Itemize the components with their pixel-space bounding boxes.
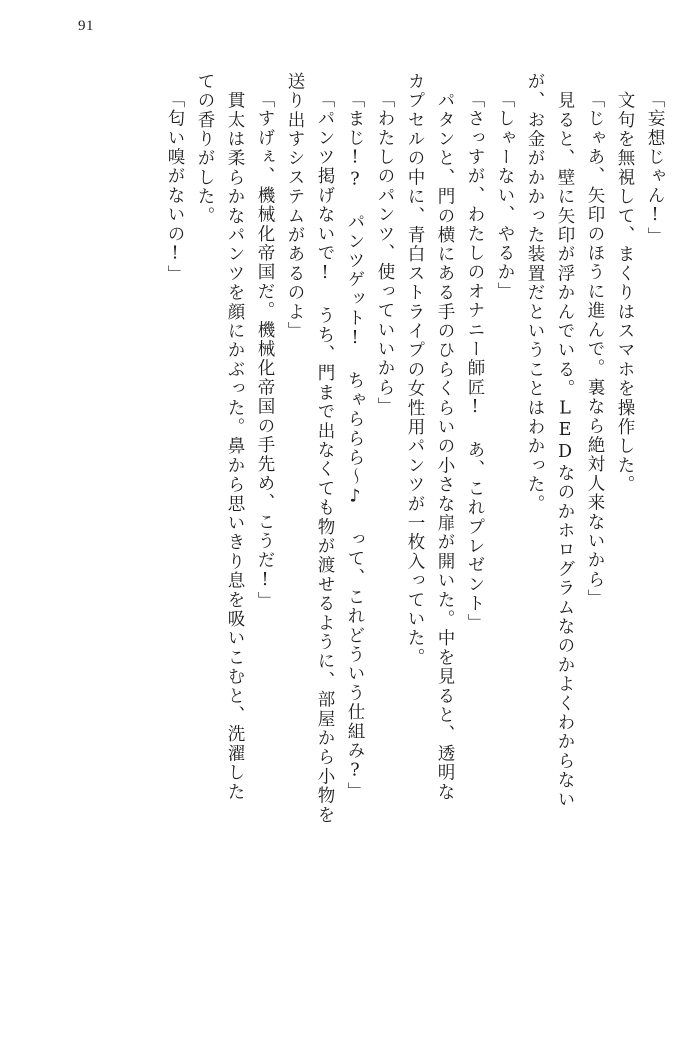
text-line: 文句を無視して、まくりはスマホを操作した。 [615, 72, 635, 495]
text-line: が、お金がかかった装置だということはわかった。 [525, 72, 545, 514]
text-line: 「じゃあ、矢印のほうに進んで。裏なら絶対人来ないから」 [585, 90, 605, 609]
text-line: 「パンツ掲げないで! うち、門まで出なくても物が渡せるように、部屋から小物を [315, 90, 335, 825]
text-line: ての香りがした。 [195, 72, 215, 226]
text-line: 見ると、壁に矢印が浮かんでいる。LEDなのかホログラムなのかよくわからない [555, 72, 575, 810]
text-line: パタンと、門の横にある手のひらくらいの小さな扉が開いた。中を見ると、透明な [435, 72, 455, 802]
text-line: 「まじ!? パンツゲット! ちゃららら〜♪ って、これどういう仕組み?」 [345, 90, 365, 802]
text-line: 「妄想じゃん!」 [645, 90, 665, 247]
text-line: カプセルの中に、青白ストライプの女性用パンツが一枚入っていた。 [405, 72, 425, 668]
text-line: 「わたしのパンツ、使っていいから」 [375, 90, 395, 417]
text-line: 「すげぇ、機械化帝国だ。機械化帝国の手先め、こうだ!」 [255, 90, 275, 611]
text-line: 送り出すシステムがあるのよ」 [285, 72, 305, 341]
text-line: 「しゃーない、やるか」 [495, 90, 515, 302]
page-number: 91 [78, 18, 94, 34]
text-line: 「匂い嗅がないの!」 [165, 90, 185, 285]
body-text-block [30, 72, 663, 1017]
text-line: 貫太は柔らかなパンツを顔にかぶった。鼻から思いきり息を吸いこむと、洗濯した [225, 72, 245, 802]
text-line: 「さっすが、わたしのオナニー師匠! あ、これプレゼント」 [465, 90, 485, 633]
